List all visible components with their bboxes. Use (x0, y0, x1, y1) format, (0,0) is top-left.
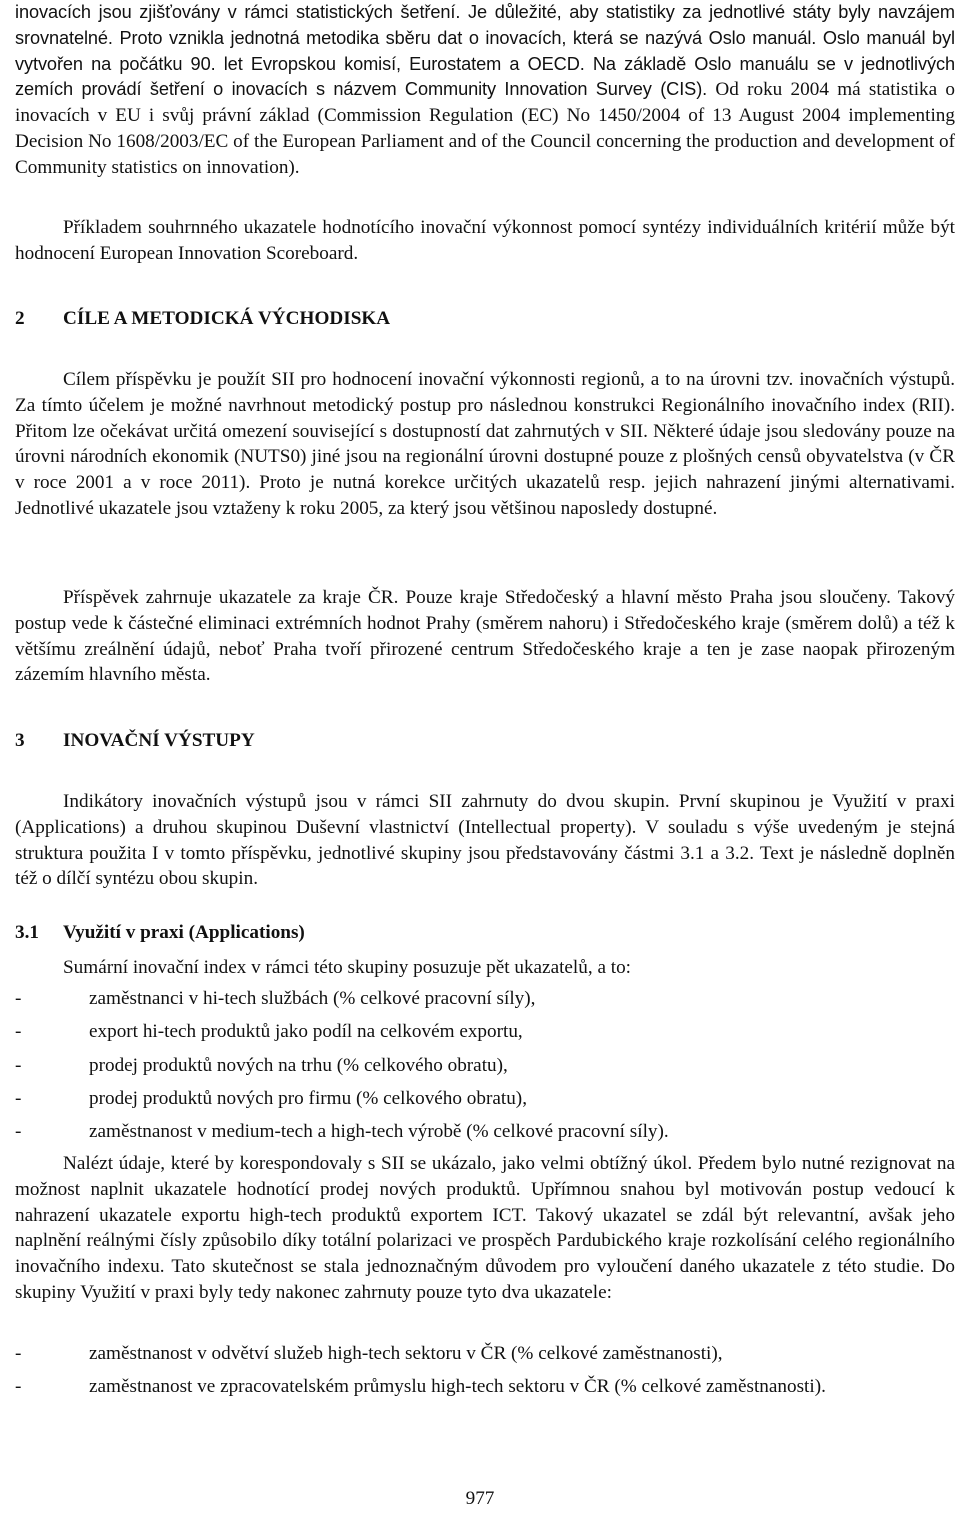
intro-sans-text: inovacích jsou zjišťovány v rámci statistických šetření. Je důležité, aby statistiky za jednotlivé státy byly navzájem srovnatelné. Proto vznikla jednotná metodika sběru dat o inovacích, která se nazývá Oslo manuál. Oslo manuál byl vytvořen na počátku 90. let Evropskou komisí, Eurostatem a OECD. Na základě Oslo manuálu se v jednotlivých zemích provádí šetření o inovacích s názvem Community Innovation Survey (CIS). (15, 2, 955, 100)
section-3-1-title: Využití v praxi (Applications) (63, 922, 305, 943)
page-number: 977 (465, 1488, 495, 1509)
list-item: - prodej produktů nových na trhu (% celkového obratu), (15, 1054, 508, 1076)
section-2-title: CÍLE A METODICKÁ VÝCHODISKA (63, 308, 391, 329)
section-3-1-paragraph-2: Nalézt údaje, které by korespondovaly s SII se ukázalo, jako velmi obtížný úkol. Předem bylo nutné rezignovat na možnost naplnit ukazatele hodnotící prodej nových produktů. Upřímnou snahou byl motivován postup vedoucí k nahrazení ukazatele exportu high-tech produktů exportem ICT. Takový ukazatel se zdál být relevantní, avšak jeho naplnění reálnými čísly způsobilo díky totální polarizaci ve prospěch Pardubického kraje rozkolísání celého regionálního inovačního indexu. Tato skutečnost se stala jednoznačným důvodem pro vyloučení daného ukazatele z této studie. Do skupiny Využití v praxi byly tedy nakonec zahrnuty pouze tyto dva ukazatele: (15, 1153, 955, 1303)
list-item: - zaměstnanost ve zpracovatelském průmyslu high-tech sektoru v ČR (% celkové zaměstnanosti). (15, 1376, 826, 1398)
section-3-1-lead: Sumární inovační index v rámci této skupiny posuzuje pět ukazatelů, a to: (63, 957, 632, 978)
selected-indicator-list (15, 1341, 955, 1408)
section-2-number: 2 (15, 308, 25, 329)
section-2-paragraph-1: Cílem příspěvku je použít SII pro hodnocení inovační výkonnosti regionů, a to na úrovni tzv. inovačních výstupů. Za tímto účelem je možné navrhnout metodický postup pro následnou konstrukci Regionálního inovačního index (RII). Přitom lze očekávat určitá omezení související s dostupností dat zahrnutých v SII. Některé údaje jsou sledovány pouze na úrovni národních ekonomik (NUTS0) jiné jsou na regionální úrovni dostupné pouze z plošných censů obyvatelstva (v ČR v roce 2001 a v roce 2011). Proto je nutná korekce určitých ukazatelů resp. jejich nahrazení jinými alternativami. Jednotlivé ukazatele jsou vztaženy k roku 2005, za který jsou většinou naposledy dostupné. (15, 369, 955, 519)
section-2-paragraph-2: Příspěvek zahrnuje ukazatele za kraje ČR. Pouze kraje Středočeský a hlavní město Praha jsou sloučeny. Takový postup vede k částečné eliminaci extrémních hodnot Prahy (směrem nahoru) i Středočeského kraje (směrem dolů) a též k většímu zreálnění údajů, neboť Praha tvoří přirozené centrum Středočeského kraje a ten je zase naopak přirozeným zázemím hlavního města. (15, 587, 955, 686)
section-3-number: 3 (15, 730, 25, 751)
intro-paragraph-2: Příkladem souhrnného ukazatele hodnotícího inovační výkonnost pomocí syntézy individuálních kritérií může být hodnocení European Innovation Scoreboard. (15, 217, 955, 264)
section-3-1-number: 3.1 (15, 922, 39, 943)
section-3-1-heading (15, 920, 305, 946)
section-3-title: INOVAČNÍ VÝSTUPY (63, 730, 255, 751)
section-3-heading (15, 728, 255, 754)
section-2-heading (15, 306, 390, 332)
list-item: - zaměstnanci v hi-tech službách (% celkové pracovní síly), (15, 988, 536, 1009)
indicator-list (15, 986, 955, 1152)
list-item: - zaměstnanost v odvětví služeb high-tech sektoru v ČR (% celkové zaměstnanosti), (15, 1343, 723, 1364)
list-item: - zaměstnanost v medium-tech a high-tech výrobě (% celkové pracovní síly). (15, 1121, 669, 1143)
intro-serif-text: Od roku 2004 má statistika o inovacích v EU i svůj právní základ (Commission Regulation (EC) No 1450/2004 of 13 August 2004 implementing Decision No 1608/2003/EC of the European Parliament and of the Council concerning the production and development of Community statistics on innovation). (15, 79, 955, 178)
list-item: - prodej produktů nových pro firmu (% celkového obratu), (15, 1087, 527, 1109)
intro-paragraph (15, 0, 955, 181)
section-3-paragraph-1: Indikátory inovačních výstupů jsou v rámci SII zahrnuty do dvou skupin. První skupinou je Využití v praxi (Applications) a druhou skupinou Duševní vlastnictví (Intellectual property). V souladu s výše uvedeným je stejná struktura použita I v tomto příspěvku, jednotlivé skupiny jsou představovány částmi 3.1 a 3.2. Text je následně doplněn též o dílčí syntézu obou skupin. (15, 791, 955, 890)
list-item: - export hi-tech produktů jako podíl na celkovém exportu, (15, 1021, 523, 1043)
